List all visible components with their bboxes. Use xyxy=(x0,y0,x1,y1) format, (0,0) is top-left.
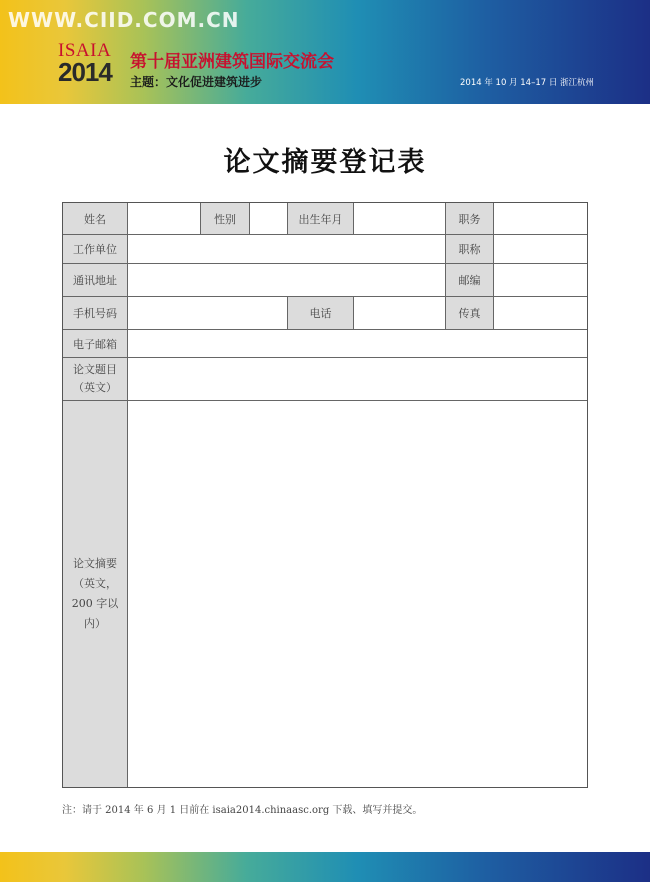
label-phone: 电话 xyxy=(288,297,354,330)
label-paper-title xyxy=(63,358,128,401)
fax-field[interactable] xyxy=(494,297,587,330)
form-title: 论文摘要登记表 xyxy=(223,147,427,178)
label-abstract-line3: 200 字以 xyxy=(71,597,119,610)
isaia-logo xyxy=(58,40,124,90)
label-workplace: 工作单位 xyxy=(63,235,128,264)
gender-field[interactable] xyxy=(250,203,288,235)
label-paper-title-line2: （英文） xyxy=(73,381,117,394)
postcode-field[interactable] xyxy=(494,264,587,297)
name-field[interactable] xyxy=(128,203,201,235)
label-email: 电子邮箱 xyxy=(63,330,128,358)
label-fax: 传真 xyxy=(446,297,494,330)
label-abstract-line4: 内） xyxy=(84,617,106,630)
registration-form-table xyxy=(62,202,588,788)
label-paper-title-line1: 论文题目 xyxy=(73,363,117,376)
birth-field[interactable] xyxy=(354,203,446,235)
header-banner xyxy=(0,0,650,104)
label-address: 通讯地址 xyxy=(63,264,128,297)
submission-note: 注：请于 2014 年 6 月 1 日前在 isaia2014.chinaasc.org 下载、填写并提交。 xyxy=(62,805,423,816)
title-rank-field[interactable] xyxy=(494,235,587,264)
site-watermark: WWW.CIID.COM.CN xyxy=(8,8,240,32)
abstract-field[interactable] xyxy=(128,401,587,787)
address-field[interactable] xyxy=(128,264,446,297)
phone-field[interactable] xyxy=(354,297,446,330)
label-postcode: 邮编 xyxy=(446,264,494,297)
label-gender: 性别 xyxy=(201,203,250,235)
label-birth: 出生年月 xyxy=(288,203,354,235)
logo-text-bottom: 2014 xyxy=(58,57,112,87)
label-abstract-line2: （英文， xyxy=(73,577,117,590)
label-name: 姓名 xyxy=(63,203,128,235)
conference-theme: 主题：文化促进建筑进步 xyxy=(130,75,263,89)
email-field[interactable] xyxy=(128,330,587,358)
conference-title: 第十届亚洲建筑国际交流会 xyxy=(130,52,334,72)
label-mobile: 手机号码 xyxy=(63,297,128,330)
label-abstract-line1: 论文摘要 xyxy=(73,557,117,570)
workplace-field[interactable] xyxy=(128,235,446,264)
label-title-rank: 职称 xyxy=(446,235,494,264)
logo-text-top: ISAIA xyxy=(58,40,112,61)
conference-date-place: 2014 年 10 月 14–17 日 浙江杭州 xyxy=(460,78,595,88)
position-field[interactable] xyxy=(494,203,587,235)
paper-title-field[interactable] xyxy=(128,358,587,401)
label-abstract xyxy=(63,401,128,787)
label-position: 职务 xyxy=(446,203,494,235)
mobile-field[interactable] xyxy=(128,297,288,330)
footer-banner xyxy=(0,852,650,882)
